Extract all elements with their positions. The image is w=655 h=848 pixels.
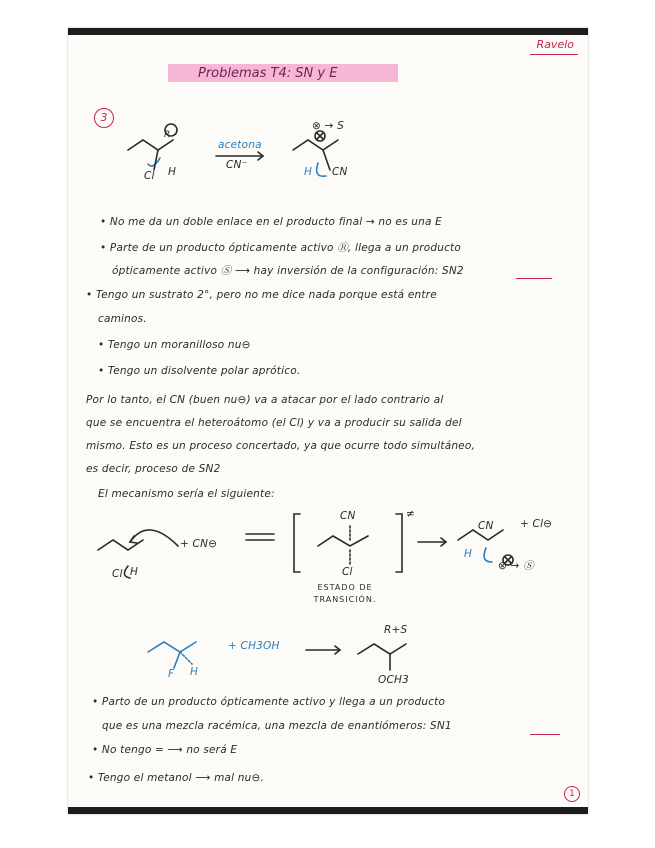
page-title: Problemas T4: SN y E: [198, 66, 338, 81]
scheme1-product-label-h: H: [304, 166, 313, 178]
transition-state: [294, 514, 402, 572]
mech-reactant-label-cl: Cl: [112, 568, 123, 580]
note2-line2: que es una mezcla racémica, una mezcla de enantiómeros: SN1: [102, 720, 452, 732]
ts-symbol: ≠: [406, 508, 415, 520]
author-name: Ravelo: [536, 38, 574, 51]
page-number: 1: [564, 786, 580, 802]
explanation-line1: Por lo tanto, el CN (buen nu⊖) va a atacar por el lado contrario al: [86, 394, 444, 406]
ts-bottom-group: Cl: [342, 566, 353, 578]
explanation-line2: que se encuentra el heteroátomo (el Cl) y va a producir su salida del: [86, 417, 462, 429]
mech-reactant-label-h: H: [130, 566, 139, 578]
scheme1-reagent-bottom: CN⁻: [226, 159, 248, 171]
ts-caption: ESTADO DE TRANSICIÓN.: [313, 583, 377, 604]
mech-nucleophile: + CN⊖: [180, 538, 218, 550]
mechanism-intro: El mecanismo sería el siguiente:: [98, 488, 275, 500]
explanation-line3: mismo. Esto es un proceso concertado, ya que ocurre todo simultáneo,: [86, 440, 476, 452]
sn1-underline: [530, 734, 560, 735]
scheme2-reactant-label-h: H: [190, 666, 199, 678]
scheme1-product-config: ⊗ → S: [312, 120, 344, 132]
mech-product-label-cn: CN: [478, 520, 494, 532]
scheme2-reactant-label-f: F: [168, 668, 175, 680]
mech-product-config: ⊗ → Ⓢ: [498, 560, 534, 572]
scan-top-edge: [68, 28, 588, 35]
mech-product-label-h: H: [464, 548, 473, 560]
scheme1-reactant-label-cl: Cl: [144, 170, 155, 182]
note2-line4: • Tengo el metanol ⟶ mal nu⊖.: [88, 772, 265, 784]
scheme1-product-label-cn: CN: [332, 166, 348, 178]
scheme2-product-top: R+S: [384, 624, 408, 636]
note1-line3: ópticamente activo Ⓢ ⟶ hay inversión de la configuración: SN2: [112, 265, 464, 277]
note1-line1: • No me da un doble enlace en el producto final → no es una E: [100, 216, 443, 228]
scheme2-product-skeleton: [358, 644, 406, 670]
scheme2-product-bottom: OCH3: [378, 674, 409, 686]
note1-line6: • Tengo un moranilloso nu⊖: [98, 339, 251, 351]
notebook-page: [68, 28, 588, 814]
scheme2-reagent: + CH3OH: [228, 640, 280, 652]
explanation-line4: es decir, proceso de SN2: [86, 463, 221, 475]
note1-line4: • Tengo un sustrato 2°, pero no me dice nada porque está entre: [86, 289, 437, 301]
scheme1-reactant-config: R: [164, 130, 171, 140]
sn2-underline: [516, 278, 552, 279]
author-underline: [530, 54, 578, 55]
note1-line5: caminos.: [98, 313, 147, 325]
scan-bottom-edge: [68, 807, 588, 814]
note1-line2: • Parte de un producto ópticamente activo Ⓡ, llega a un producto: [100, 242, 461, 254]
mech-product-extra: + Cl⊖: [520, 518, 553, 530]
scheme2-diagram: [68, 628, 588, 688]
scheme1-reagent-top: acetona: [218, 139, 262, 151]
note1-line7: • Tengo un disolvente polar aprótico.: [98, 365, 301, 377]
note2-line3: • No tengo = ⟶ no será E: [92, 744, 238, 756]
ts-top-group: CN: [340, 510, 356, 522]
problem-number: 3: [94, 108, 114, 128]
note2-line1: • Parto de un producto ópticamente activo y llega a un producto: [92, 696, 446, 708]
scheme2-reactant-skeleton: [148, 642, 196, 668]
scheme1-reactant-label-h: H: [168, 166, 177, 178]
